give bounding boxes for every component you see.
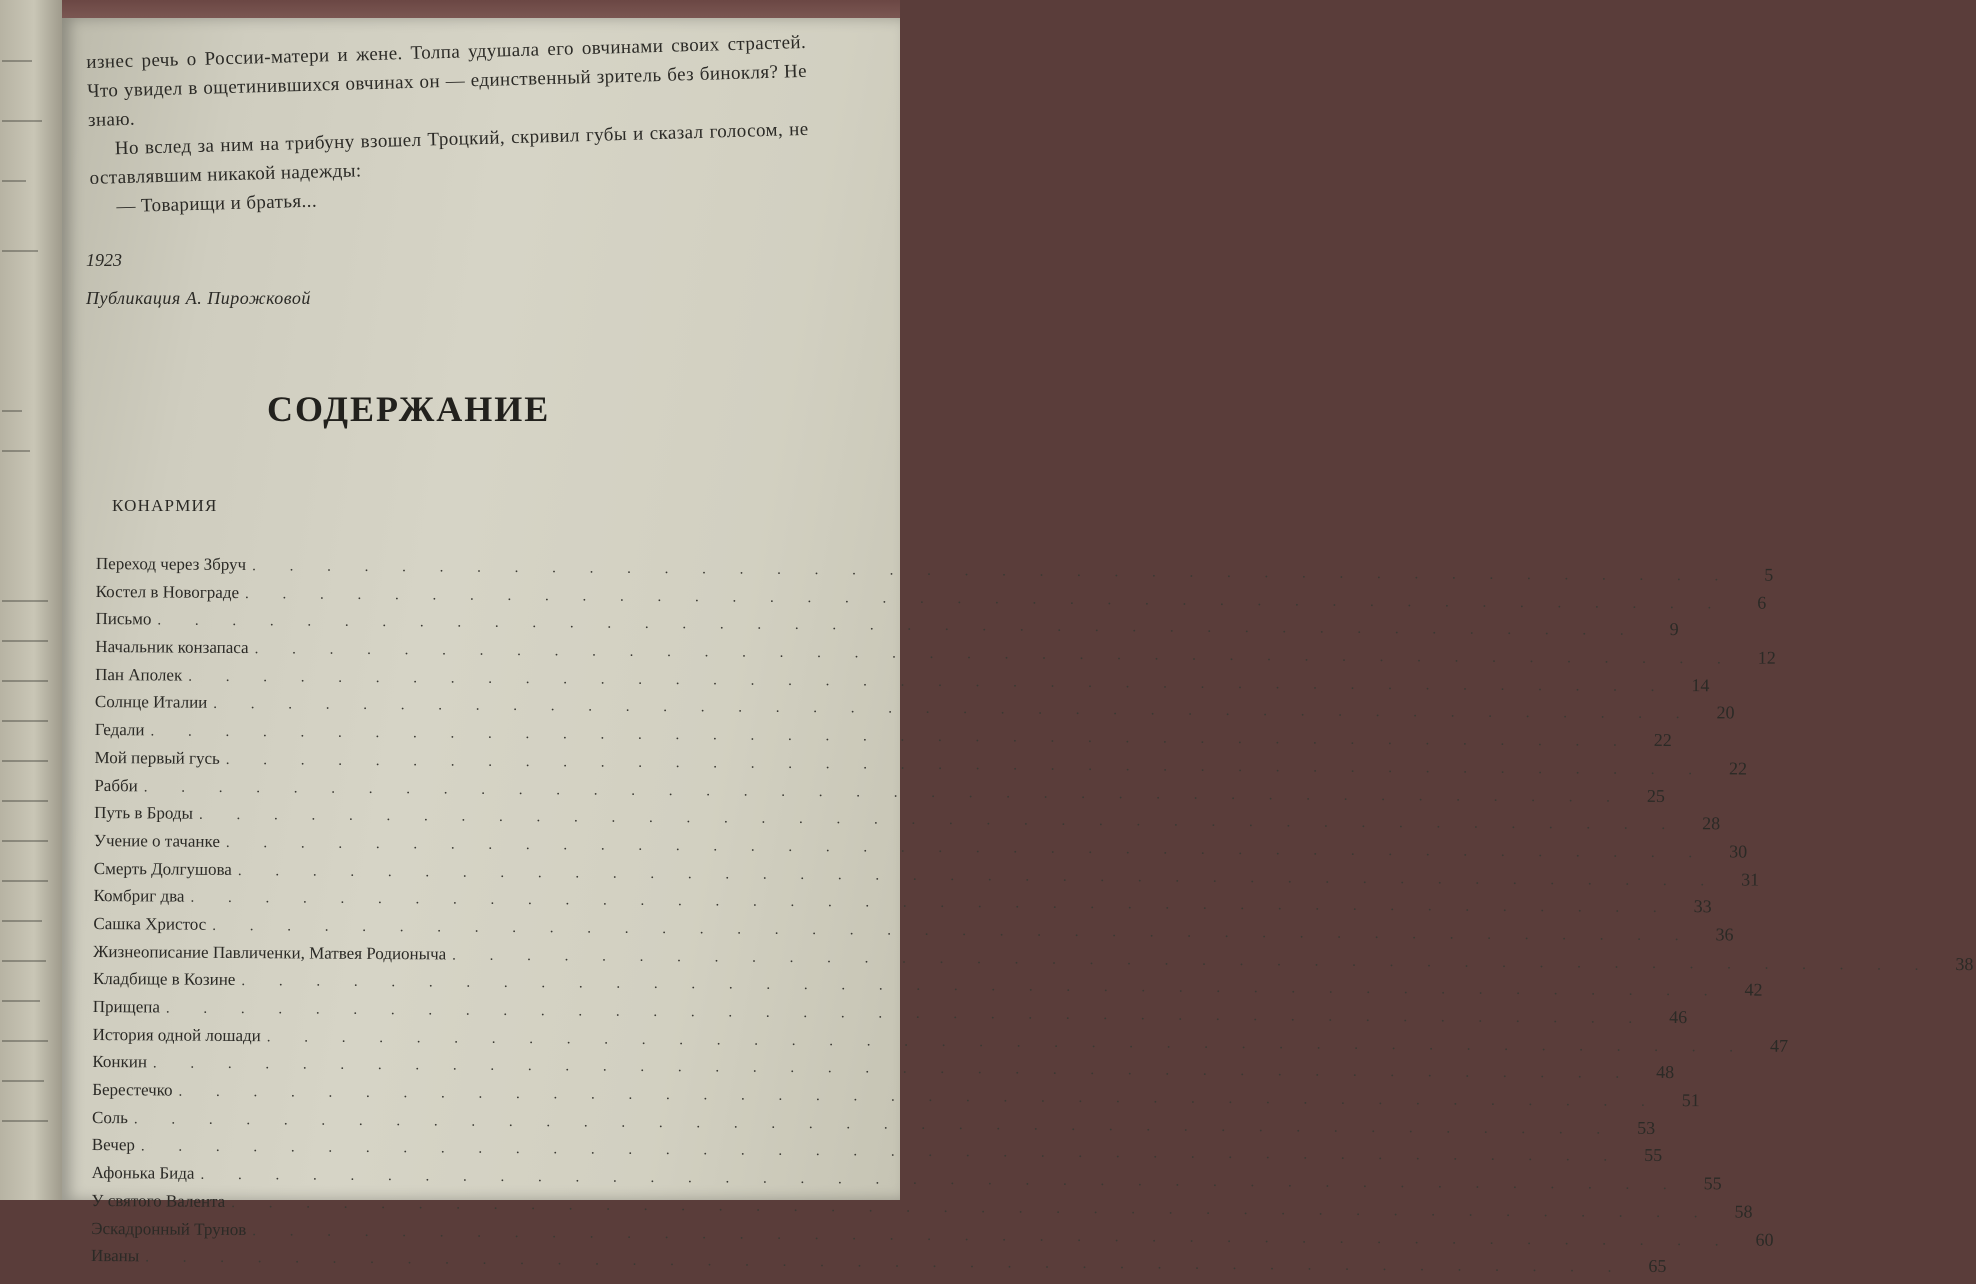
toc-entry-page: 9 [1669, 619, 1679, 640]
toc-entry-title: Учение о тачанке [93, 830, 220, 851]
toc-entry-title: Берестечко [92, 1080, 173, 1100]
toc-entry-title: Жизнеописание Павличенки, Матвея Родионыча [93, 941, 447, 964]
toc-entry-page: 6 [1757, 592, 1767, 613]
toc-entry-page: 65 [1648, 1256, 1667, 1277]
dot-leader: . . . . . . . . . . . . . . . . . . . . . . . . . . . . . . . . . . . . . . . . [200, 1166, 1682, 1194]
toc-entry-title: Конкин [92, 1052, 148, 1072]
publication-credit: Публикация А. Пирожковой [86, 288, 311, 308]
facing-page-edge [0, 0, 62, 1200]
toc-entry-page: 42 [1744, 979, 1763, 1000]
toc-entry-title: Эскадронный Трунов [91, 1218, 247, 1239]
toc-entry-title: Комбриг два [93, 886, 185, 906]
dot-leader: . . . . . . . . . . . . . . . . . . . . . . . . . . . . . . . . . . . . . . . . [225, 751, 1708, 779]
dot-leader: . . . . . . . . . . . . . . . . . . . . . . . . . . . . . . . . . . . . . . . . [213, 696, 1695, 723]
toc-entry-title: Мой первый гусь [94, 747, 220, 768]
toc-entry-page: 12 [1757, 647, 1776, 668]
dot-leader: . . . . . . . . . . . . . . . . . . . . . . . . . . . . . . . . . . . . . . . . [143, 778, 1626, 806]
section-heading: КОНАРМИЯ [112, 496, 218, 515]
toc-entry-title: Иваны [91, 1246, 140, 1266]
toc-entry-page: 30 [1729, 841, 1748, 862]
dot-leader: . . . . . . . . . . . . . . . . . . . . . . . . . . . . . . . . . . . . . . . . [150, 723, 1632, 750]
book-page [62, 18, 1974, 1277]
toc-entry-page: 60 [1755, 1229, 1774, 1250]
prose-paragraph-2: Но вслед за ним на трибуну взошел Троцкий, скривил губы и сказал голосом, не оставлявшим никакой надежды: [89, 118, 809, 189]
toc-entry-page: 55 [1703, 1173, 1722, 1194]
dot-leader: . . . . . . . . . . . . . . . . . . . . . . . . . . . . . . . . . . . . . . . . [252, 558, 1734, 585]
toc-entry-title: Кладбище в Козине [92, 969, 236, 990]
toc-entry-title: Солнце Италии [94, 692, 208, 713]
toc-entry-title: У святого Валента [91, 1190, 226, 1211]
dot-leader: . . . . . . . . . . . . . . . . . . . . . . . . . . . . . . . . . . . . . . . . [225, 834, 1708, 862]
toc-entry-title: Переход через Збруч [95, 553, 247, 575]
dot-leader: . . . . . . . . . . . . . . . . . . . . . . . . . . . . . . . . . . . . . . . . [252, 1222, 1734, 1249]
contents-heading: СОДЕРЖАНИЕ [267, 389, 551, 429]
dot-leader: . . . . . . . . . . . . . . . . . . . . . . . . . . . . . . . . . . . . . . . . [157, 612, 1639, 640]
toc-entry-page: 55 [1644, 1145, 1663, 1166]
toc-entry-title: История одной лошади [92, 1024, 261, 1045]
toc-entry-page: 25 [1646, 785, 1666, 806]
dot-leader: . . . . . . . . . . . . . . . . . . . . . . . . . . . . . . . . . . . . . . . . [266, 1028, 1749, 1056]
toc-entry-page: 48 [1656, 1062, 1675, 1083]
dot-leader: . . . . . . . . . . . . . . . . . . . . . . . . . . . . . . . . . . . . . . . . [231, 1194, 1713, 1222]
toc-entry-page: 14 [1691, 674, 1710, 696]
dot-leader: . . . . . . . . . . . . . . . . . . . . . . . . . . . . . . . . . . . . . . . . [245, 585, 1727, 613]
dot-leader: . . . . . . . . . . . . . . . . . . . . . . . . . . . . . . . . . . . . . . . . [178, 1083, 1660, 1110]
toc-entry-page: 51 [1681, 1090, 1700, 1111]
toc-entry-page: 22 [1653, 730, 1672, 751]
toc-entry-title: Вечер [91, 1135, 135, 1155]
dot-leader: . . . . . . . . . . . . . . . . . . . . . . . . . . . . . . . . . . . . . . . . [188, 668, 1670, 695]
dot-leader: . . . . . . . . . . . . . . . . . . . . . . . . . . . . . . . . . . . . . . . . [165, 1000, 1648, 1027]
toc-entry-title: Сашка Христос [93, 913, 207, 934]
toc-entry-title: Смерть Долгушова [93, 858, 232, 879]
toc-entry-page: 58 [1734, 1201, 1753, 1222]
dot-leader: . . . . . . . . . . . . . . . . . . . . . . . . . . . . . . . . . . . . . . . . [190, 889, 1672, 917]
dot-leader: . . . . . . . . . . . . . . . . . . . . . . . . . . . . . . . . . . . . . . . . [237, 862, 1720, 889]
toc-entry-title: Гедали [94, 720, 145, 740]
toc-entry-title: Соль [91, 1107, 128, 1127]
toc-entry-page: 20 [1716, 702, 1735, 723]
dot-leader: . . . . . . . . . . . . . . . . . . . . . . . . . . . . . . . . . . . . . . . . [452, 947, 1934, 974]
toc-entry-page: 53 [1637, 1117, 1656, 1138]
toc-entry-page: 5 [1764, 564, 1774, 585]
toc-entry-title: Путь в Броды [94, 803, 194, 823]
toc-entry-title: Костел в Новограде [95, 581, 240, 602]
dot-leader: . . . . . . . . . . . . . . . . . . . . . . . . . . . . . . . . . . . . . . . . [152, 1055, 1635, 1083]
dot-leader: . . . . . . . . . . . . . . . . . . . . . . . . . . . . . . . . . . . . . . . . [254, 641, 1736, 668]
toc-entry-page: 28 [1702, 813, 1721, 834]
toc-entry-title: Прищепа [92, 996, 161, 1017]
story-ending [86, 28, 811, 222]
toc-entry-title: Начальник конзапаса [95, 637, 249, 658]
table-of-contents [91, 550, 1974, 1277]
dot-leader: . . . . . . . . . . . . . . . . . . . . . . . . . . . . . . . . . . . . . . . . [212, 917, 1694, 945]
prose-paragraph-1: изнес речь о России-матери и жене. Толпа удушала его овчинами своих страстей. Что увидел в ощетинившихся овчинах он — единственный зритель без бинокля? Не знаю. [86, 31, 808, 131]
prose-paragraph-3: — Товарищи и братья... [116, 190, 318, 218]
dot-leader: . . . . . . . . . . . . . . . . . . . . . . . . . . . . . . . . . . . . . . . . [133, 1111, 1616, 1138]
toc-entry [91, 1242, 1667, 1277]
toc-entry-title: Письмо [95, 609, 152, 629]
toc-entry-title: Афонька Бида [91, 1163, 195, 1183]
toc-entry-page: 33 [1693, 896, 1712, 917]
dot-leader: . . . . . . . . . . . . . . . . . . . . . . . . . . . . . . . . . . . . . . . . [241, 973, 1723, 1000]
toc-entry-title: Пан Аполек [95, 664, 183, 685]
toc-entry-page: 36 [1715, 924, 1734, 945]
toc-entry-page: 22 [1728, 758, 1748, 779]
toc-entry-page: 46 [1669, 1006, 1688, 1028]
toc-entry-title: Рабби [94, 775, 138, 795]
dot-leader: . . . . . . . . . . . . . . . . . . . . . . . . . . . . . . . . . . . . . . . . [145, 1249, 1627, 1276]
dot-leader: . . . . . . . . . . . . . . . . . . . . . . . . . . . . . . . . . . . . . . . . [198, 806, 1681, 834]
year: 1923 [86, 250, 122, 270]
toc-entry-page: 47 [1769, 1035, 1789, 1056]
dot-leader: . . . . . . . . . . . . . . . . . . . . . . . . . . . . . . . . . . . . . . . . [140, 1138, 1623, 1166]
toc-entry-page: 31 [1741, 869, 1760, 890]
toc-entry-page: 38 [1955, 953, 1974, 974]
